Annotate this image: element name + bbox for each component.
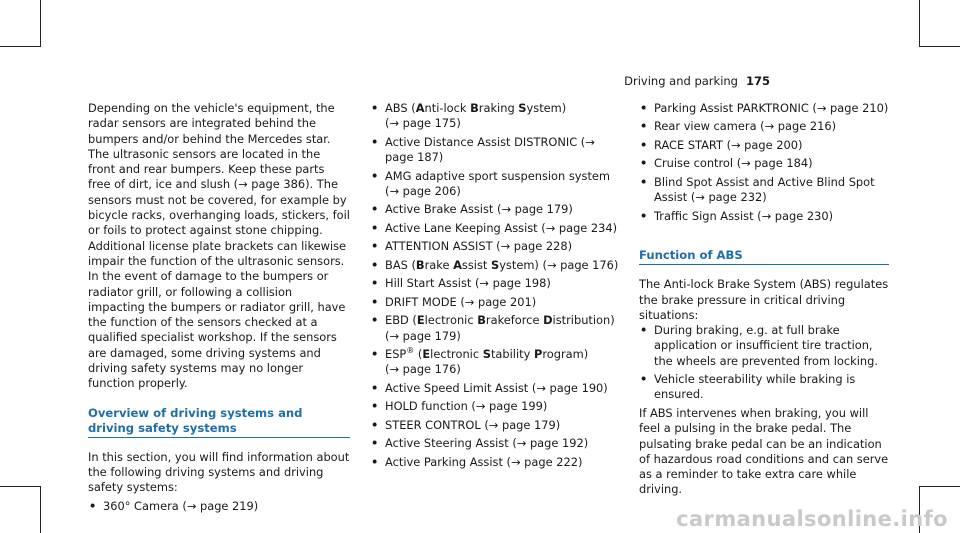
list-item[interactable]: • Active Distance Assist DISTRONIC (→ page 187) (370, 135, 625, 166)
text: B (477, 313, 486, 328)
text: ystem) (526, 101, 567, 115)
text: ( (414, 347, 423, 362)
list-item[interactable]: • Active Steering Assist (→ page 192) (370, 436, 625, 451)
text: raking (478, 101, 519, 115)
crop-mark (0, 46, 41, 47)
list-item[interactable]: • Active Lane Keeping Assist (→ page 234) (370, 221, 625, 236)
system-list (639, 101, 889, 224)
crop-mark (0, 486, 41, 487)
text: A (415, 101, 425, 115)
list-item-ebd[interactable] (370, 313, 625, 344)
abs-intro-paragraph: The Anti-lock Brake System (ABS) regulates the brake pressure in critical driving situations: (639, 277, 889, 322)
system-list (370, 101, 625, 470)
list-item[interactable]: • Parking Assist PARKTRONIC (→ page 210) (639, 101, 889, 116)
column-right (639, 101, 889, 498)
sensor-paragraph: Depending on the vehicle's equipment, the radar sensors are integrated behind the bumpers and/or behind the Mercedes star. The ultrasonic sensors are located in the front and rear bumpers. Keep these parts free of dirt, ice and slush (→ page 386). The sensors must not be covered, for example by bicycle racks, overhanging loads, stickers, foil or foils to protect against stone chipping. Additional license plate brackets can likewise impair the function of the ultrasonic sensors. In the event of damage to the bumpers or radiator grill, or following a collision impacting the bumpers or radiator grill, have the function of the sensors checked at a qualified specialist workshop. If the sensors are damaged, some driving systems and driving safety systems may no longer function properly. (88, 101, 350, 391)
list-item-bas[interactable] (370, 258, 625, 273)
section-title-overview: Overview of driving systems and driving safety systems (88, 406, 350, 438)
text: B (470, 101, 479, 115)
text: S (490, 257, 500, 272)
text: D (543, 313, 553, 328)
text: P (533, 347, 543, 362)
section-title-abs: Function of ABS (639, 248, 889, 265)
column-left (88, 101, 350, 517)
list-item[interactable]: • RACE START (→ page 200) (639, 138, 889, 153)
text: rake (424, 257, 454, 272)
page-number: 175 (745, 74, 770, 88)
list-item: • During braking, e.g. at full brake application or insufficient tire traction, the wheels are prevented from locking. (639, 323, 889, 369)
text: B (415, 257, 425, 272)
header-title: Driving and parking (624, 74, 738, 88)
text: nti-lock (424, 101, 471, 115)
text: S (518, 101, 527, 115)
text: BAS ( (385, 257, 416, 272)
watermark: carmanualsonline.info (676, 507, 948, 531)
list-item[interactable]: • Active Brake Assist (→ page 179) (370, 202, 625, 217)
text: ABS ( (385, 101, 416, 115)
list-item[interactable]: • Active Speed Limit Assist (→ page 190) (370, 381, 625, 396)
list-item[interactable]: • DRIFT MODE (→ page 201) (370, 295, 625, 310)
page-ref: (→ page 175) (385, 116, 461, 131)
list-item[interactable]: • Active Parking Assist (→ page 222) (370, 455, 625, 470)
list-item[interactable]: • Traffic Sign Assist (→ page 230) (639, 209, 889, 224)
text: ssist (461, 257, 491, 272)
text: rakeforce (485, 313, 544, 328)
text: E (422, 347, 431, 362)
list-item[interactable]: • Rear view camera (→ page 216) (639, 119, 889, 134)
text: EBD ( (385, 313, 417, 328)
list-item-abs[interactable] (370, 101, 625, 132)
list-item[interactable]: • Cruise control (→ page 184) (639, 156, 889, 171)
text: lectronic (430, 347, 483, 362)
crop-mark (40, 486, 41, 533)
crop-mark (919, 486, 960, 487)
text: ESP (385, 347, 407, 362)
crop-mark (40, 0, 41, 47)
text: rogram) (542, 347, 589, 362)
text: ystem) (→ page 176) (499, 257, 619, 272)
abs-outro-paragraph: If ABS intervenes when braking, you will feel a pulsing in the brake pedal. The pulsating brake pedal can be an indication of hazardous road conditions and can serve as a reminder to take extra care while driving. (639, 405, 889, 497)
overview-paragraph: In this section, you will find information about the following driving systems and driving safety systems: (88, 449, 350, 495)
running-header (624, 74, 770, 89)
text: S (482, 347, 491, 362)
list-item[interactable]: • STEER CONTROL (→ page 179) (370, 418, 625, 433)
list-item[interactable]: • Blind Spot Assist and Active Blind Spot Assist (→ page 232) (639, 175, 889, 206)
list-item-esp[interactable] (370, 347, 625, 378)
list-item[interactable]: • ATTENTION ASSIST (→ page 228) (370, 239, 625, 254)
system-list (88, 499, 350, 514)
page-ref: (→ page 179) (385, 328, 461, 343)
text: istribution) (552, 313, 615, 328)
text: E (416, 313, 425, 328)
abs-list (639, 323, 889, 403)
list-item[interactable]: • HOLD function (→ page 199) (370, 399, 625, 414)
text: tability (490, 347, 534, 362)
list-item[interactable]: • AMG adaptive sport suspension system (→ page 206) (370, 169, 625, 200)
page-ref: (→ page 176) (385, 362, 461, 377)
crop-mark (919, 46, 960, 47)
column-middle (370, 101, 625, 473)
registered-mark: ® (406, 346, 415, 356)
list-item[interactable]: • 360° Camera (→ page 219) (88, 499, 350, 514)
text: lectronic (424, 313, 478, 328)
list-item[interactable]: • Hill Start Assist (→ page 198) (370, 276, 625, 291)
text: A (453, 257, 462, 272)
list-item: • Vehicle steerability while braking is ensured. (639, 372, 889, 403)
crop-mark (919, 0, 920, 47)
